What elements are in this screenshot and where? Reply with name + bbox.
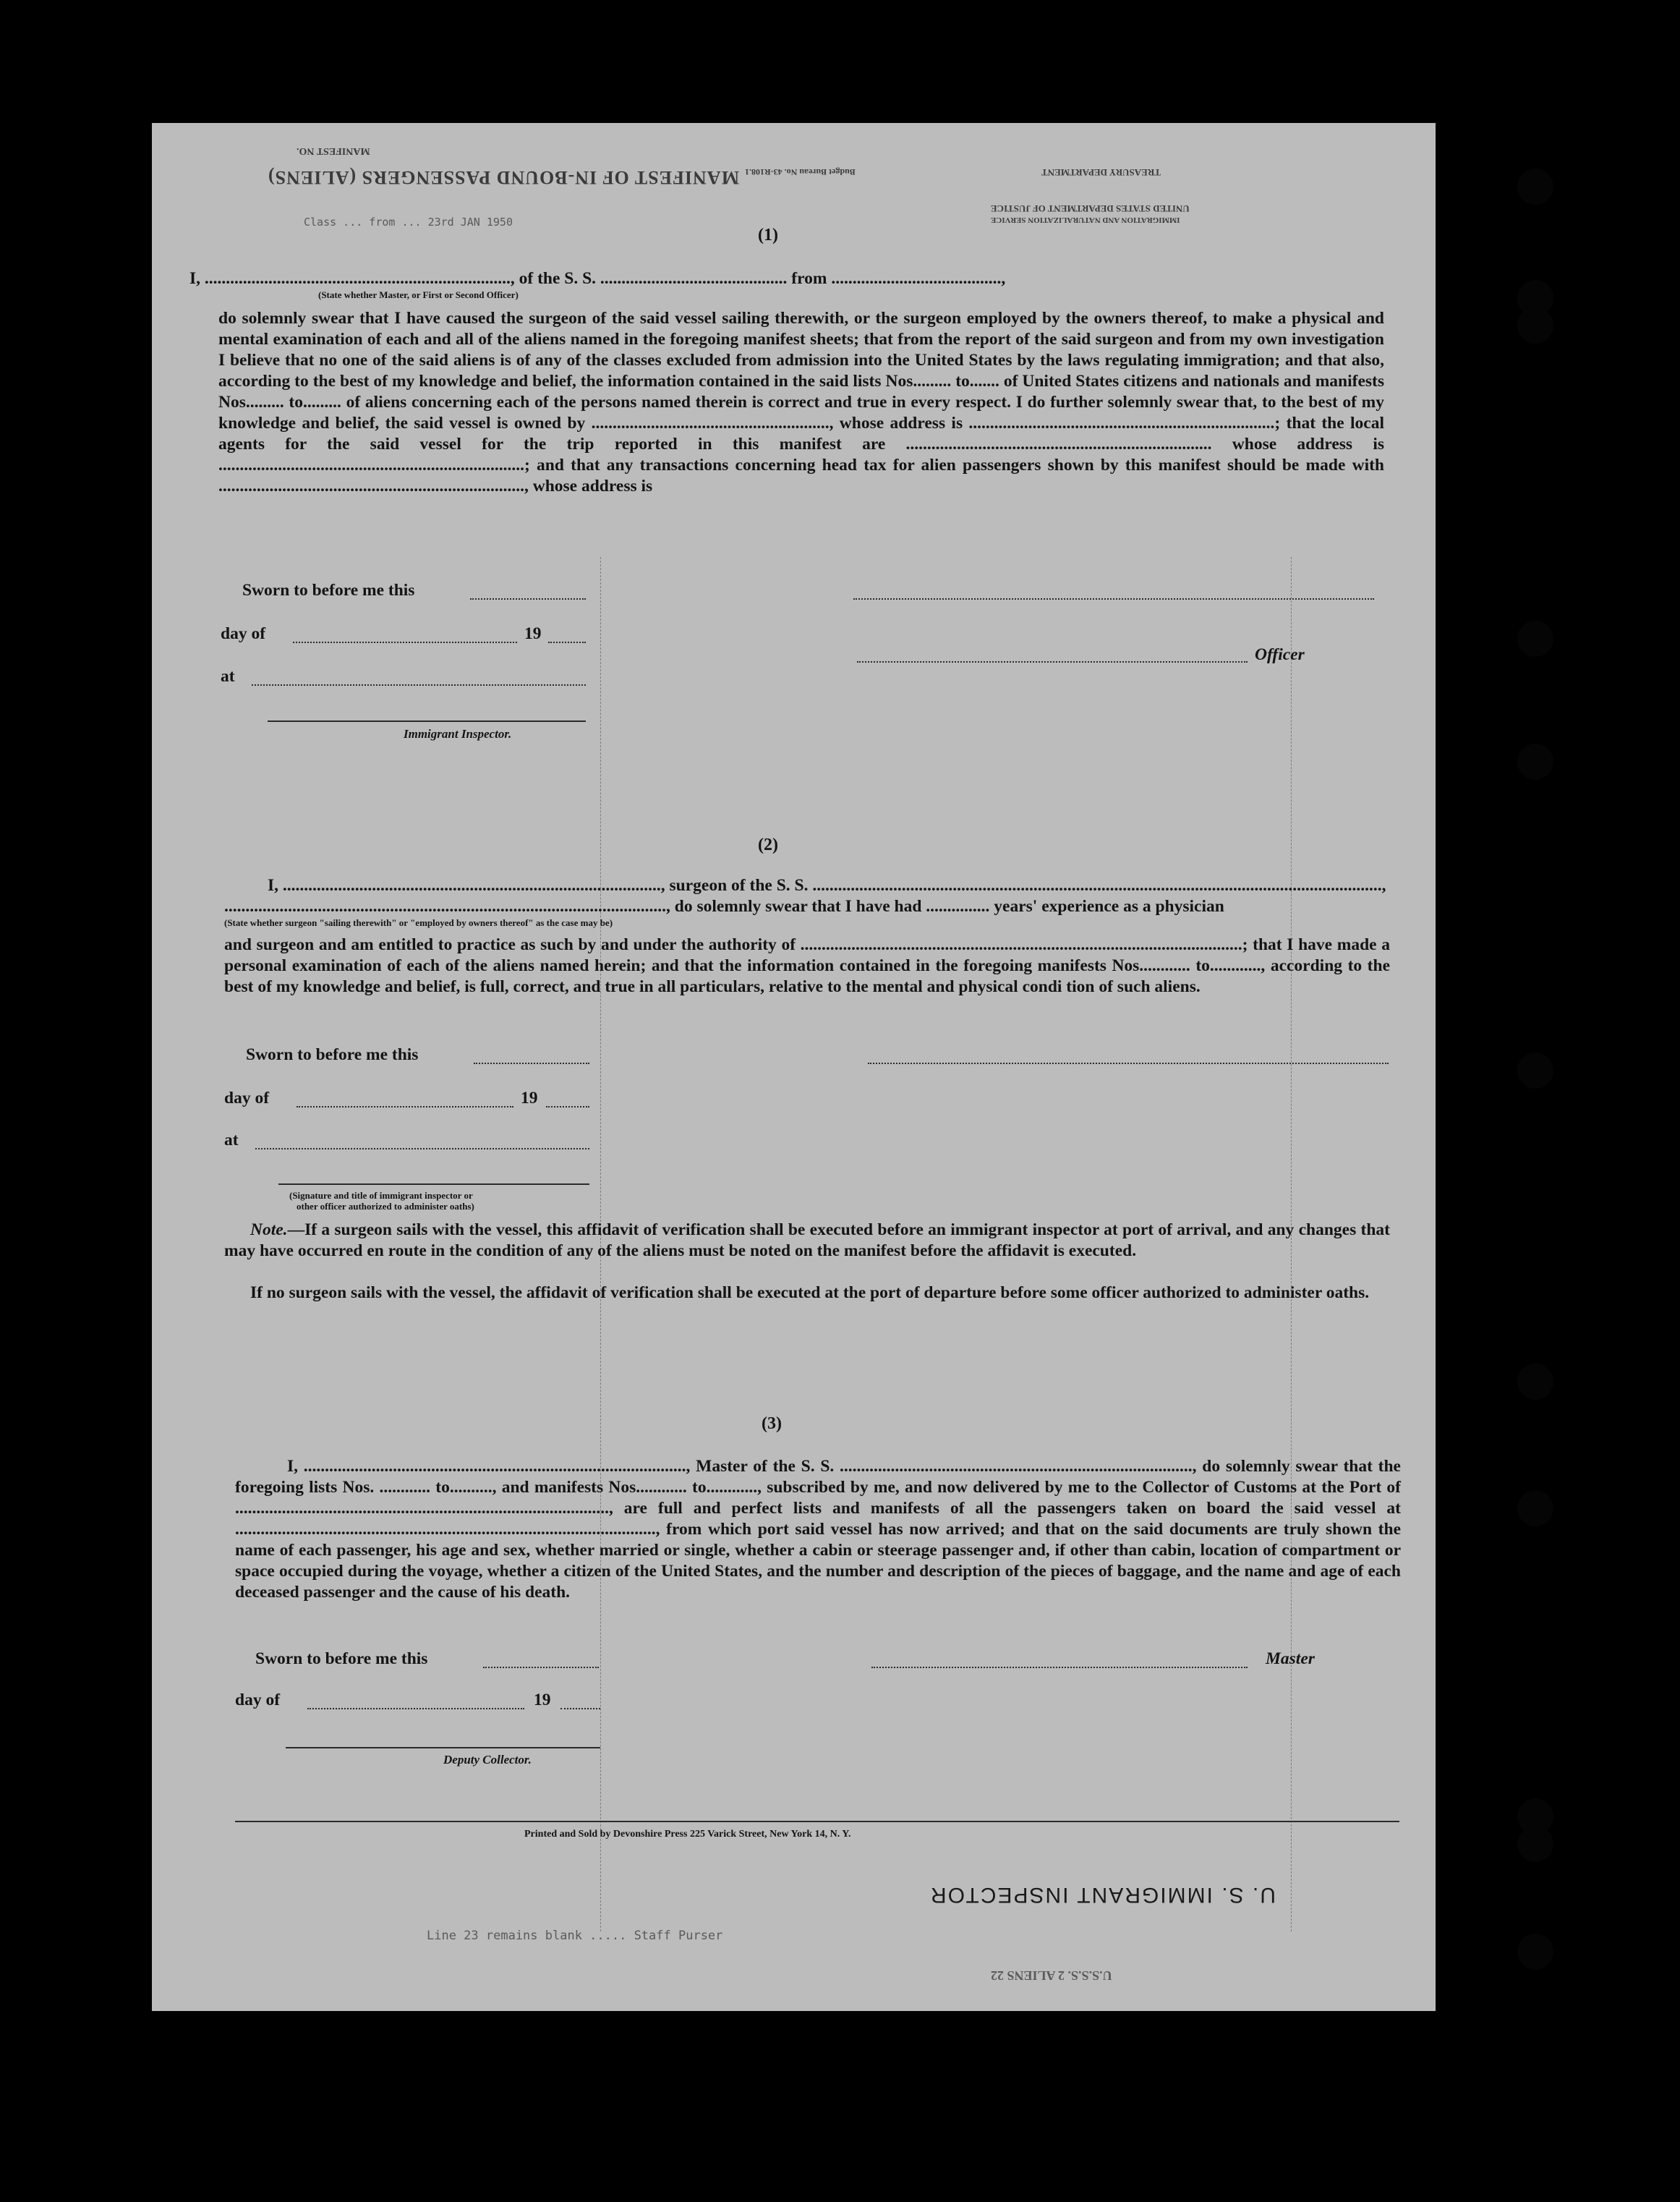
section-1-day-of: day of bbox=[221, 624, 266, 643]
section-2-at: at bbox=[224, 1131, 239, 1149]
section-2-caption: (State whether surgeon "sailing therewith" or "employed by owners thereof" as the case may be) bbox=[224, 917, 613, 928]
binder-hole bbox=[1517, 169, 1553, 205]
binder-hole bbox=[1517, 1364, 1553, 1400]
section-2-line-1: I, ........................................................................................., surgeon of the S. S. ......................................................................................................................................, bbox=[268, 876, 1386, 895]
section-3-master: Master bbox=[1266, 1649, 1315, 1668]
binder-hole bbox=[1517, 1053, 1553, 1089]
printer-line: Printed and Sold by Devonshire Press 225 Varick Street, New York 14, N. Y. bbox=[524, 1829, 851, 1840]
section-2-line-2: ........................................................................................................, do solemnly swear that I have had ............... years' experience as a physician bbox=[224, 897, 1224, 916]
section-1-oath-caption: (State whether Master, or First or Second Officer) bbox=[318, 289, 519, 300]
immigrant-inspector-stamp: U. S. IMMIGRANT INSPECTOR bbox=[929, 1883, 1276, 1907]
section-1-sworn: Sworn to before me this bbox=[242, 581, 415, 600]
section-2-note-2: If no surgeon sails with the vessel, the affidavit of verification shall be executed at the port of departure before some officer authorized to administer oaths. bbox=[250, 1283, 1370, 1302]
binder-hole bbox=[1517, 1934, 1553, 1970]
bleed-treasury: TREASURY DEPARTMENT bbox=[1041, 167, 1161, 178]
binder-hole bbox=[1517, 744, 1553, 780]
manifest-sheet bbox=[152, 123, 1436, 2011]
section-2-signature-caption-2: other officer authorized to administer oaths) bbox=[297, 1201, 474, 1212]
section-1-number: (1) bbox=[758, 226, 778, 245]
section-2-signature-caption-1: (Signature and title of immigrant inspector or bbox=[289, 1190, 473, 1201]
section-2-year: 19 bbox=[521, 1089, 538, 1108]
section-1-at: at bbox=[221, 667, 235, 686]
bleed-footer-form: U.S.S.S. 2 ALIENS 22 bbox=[991, 1968, 1112, 1983]
note-label: Note. bbox=[250, 1220, 288, 1239]
section-3-deputy-caption: Deputy Collector. bbox=[443, 1753, 532, 1767]
bleed-footer-note: Line 23 remains blank ..... Staff Purser bbox=[427, 1929, 723, 1943]
bleed-budget: Budget Bureau No. 43-R108.1 bbox=[745, 167, 856, 177]
section-1-inspector-caption: Immigrant Inspector. bbox=[404, 727, 512, 741]
section-1-officer: Officer bbox=[1255, 645, 1305, 664]
section-3-year: 19 bbox=[534, 1691, 551, 1709]
bleed-manifest-title: MANIFEST OF IN-BOUND PASSENGERS (ALIENS) bbox=[268, 167, 740, 188]
note-body: —If a surgeon sails with the vessel, this affidavit of verification shall be executed before an immigrant inspector at port of arrival, and any changes that may have occurred en route in the condition of any of the aliens must be noted on the manifest before the affidavit is executed. bbox=[224, 1220, 1390, 1260]
binder-hole bbox=[1517, 307, 1553, 344]
section-3-sworn: Sworn to before me this bbox=[255, 1649, 428, 1668]
section-2-note bbox=[224, 1220, 1390, 1262]
binder-hole bbox=[1517, 1826, 1553, 1862]
section-2-body: and surgeon and am entitled to practice as such by and under the authority of ........................................................................................................; that I have made a personal examination of each of the aliens named herein; and that the information contained in the foregoing manifests Nos............ to............, according to the best of my knowledge and belief, is full, correct, and true in all particulars, relative to the mental and physical condi tion of such aliens. bbox=[224, 935, 1390, 996]
section-2-number: (2) bbox=[758, 836, 778, 854]
section-1-oath-line: I, ........................................................................, of the S. S. ............................................ from ........................................, bbox=[189, 269, 1006, 288]
section-3-number: (3) bbox=[762, 1414, 782, 1433]
section-2-sworn: Sworn to before me this bbox=[246, 1045, 419, 1064]
bleed-typed-line: Class ... from ... 23rd JAN 1950 bbox=[304, 216, 513, 229]
bleed-manifest-no: MANIFEST NO. bbox=[297, 145, 370, 156]
section-2-day-of: day of bbox=[224, 1089, 270, 1108]
binder-hole bbox=[1517, 621, 1553, 657]
section-3-day-of: day of bbox=[235, 1691, 281, 1709]
bleed-service: IMMIGRATION AND NATURALIZATION SERVICE bbox=[991, 216, 1180, 224]
section-1-body: do solemnly swear that I have caused the surgeon of the said vessel sailing therewith, or the surgeon employed by the owners thereof, to make a physical and mental examination of each and all of the aliens named in the foregoing manifest sheets; that from the report of the said surgeon and from my own investigation I believe that no one of the said aliens is of any of the classes excluded from admission into the United States by the laws regulating immigration; and that also, according to the best of my knowledge and belief, the information contained in the said lists Nos......... to....... of United States citizens and nationals and manifests Nos......... to......... of aliens concerning each of the persons named therein is correct and true in every respect. I do further solemnly swear that, to the best of my knowledge and belief, the said vessel is owned by ........................................................, whose address is ........................................................................; that the local agents for the said vessel for the trip reported in this manifest are ........................................................................ whose address is ........................................................................; and that any transactions concerning head tax for alien passengers shown by this manifest should be made with ........................................................................, whose address is bbox=[218, 309, 1384, 496]
section-3-body: I, .........................................................................................., Master of the S. S. ..................................................................................., do solemnly swear that the foregoing lists Nos. ............ to.........., and manifests Nos............ to............, subscribed by me, and now delivered by me to the Collector of Customs at the Port of ........................................................................................, are full and perfect lists and manifests of all the passengers taken on board the said vessel at ..................................................................................................., from which port said vessel has now arrived; and that on the said documents are truly shown the name of each passenger, his age and sex, whether married or single, whether a cabin or steerage passenger and, if other than cabin, location of compartment or space occupied during the voyage, whether a citizen of the United States, and the number and description of the pieces of baggage, and the name and age of each deceased passenger and the cause of his death. bbox=[235, 1457, 1401, 1602]
binder-hole bbox=[1517, 1490, 1553, 1526]
bleed-agency: UNITED STATES DEPARTMENT OF JUSTICE bbox=[991, 203, 1190, 214]
section-1-year: 19 bbox=[524, 624, 542, 643]
